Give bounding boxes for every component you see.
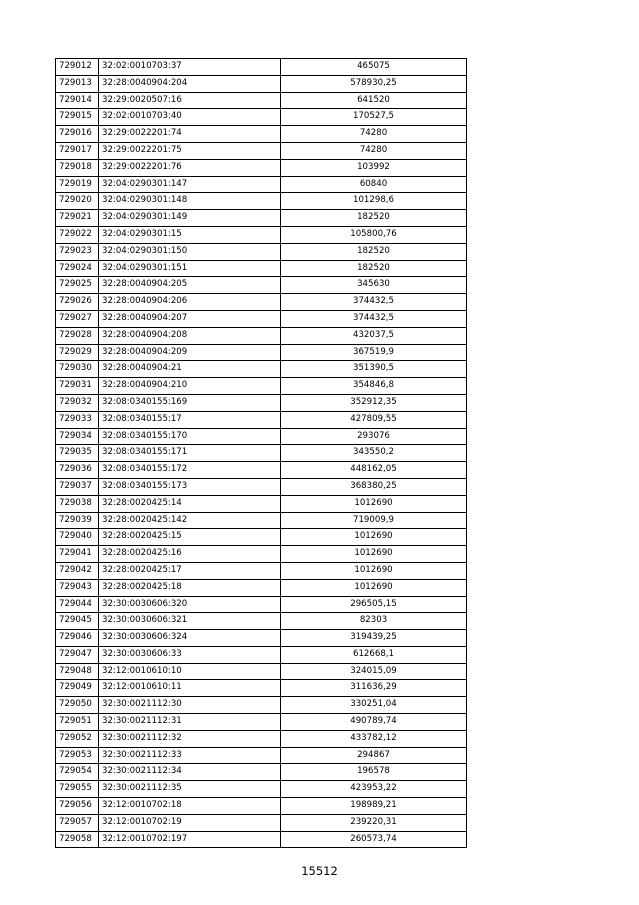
cadastral-number-cell: 32:28:0020425:14	[99, 495, 281, 512]
table-row	[56, 478, 467, 495]
row-id-cell: 729058	[56, 831, 99, 848]
table-row	[56, 462, 467, 479]
value-cell: 352912,35	[281, 394, 467, 411]
row-id-cell: 729019	[56, 176, 99, 193]
row-id-cell: 729032	[56, 394, 99, 411]
row-id-cell: 729033	[56, 411, 99, 428]
row-id-cell: 729030	[56, 361, 99, 378]
cadastral-value-table	[55, 58, 467, 848]
cadastral-number-cell: 32:29:0022201:74	[99, 126, 281, 143]
cadastral-number-cell: 32:12:0010702:197	[99, 831, 281, 848]
table-row	[56, 344, 467, 361]
row-id-cell: 729037	[56, 478, 99, 495]
table-row	[56, 260, 467, 277]
value-cell: 294867	[281, 747, 467, 764]
row-id-cell: 729016	[56, 126, 99, 143]
value-cell: 368380,25	[281, 478, 467, 495]
value-cell: 196578	[281, 764, 467, 781]
value-cell: 101298,6	[281, 193, 467, 210]
row-id-cell: 729031	[56, 378, 99, 395]
value-cell: 1012690	[281, 579, 467, 596]
value-cell: 324015,09	[281, 663, 467, 680]
cadastral-number-cell: 32:08:0340155:169	[99, 394, 281, 411]
cadastral-number-cell: 32:02:0010703:37	[99, 59, 281, 76]
cadastral-number-cell: 32:04:0290301:148	[99, 193, 281, 210]
value-cell: 1012690	[281, 529, 467, 546]
table-row	[56, 109, 467, 126]
row-id-cell: 729057	[56, 814, 99, 831]
row-id-cell: 729049	[56, 680, 99, 697]
value-cell: 612668,1	[281, 646, 467, 663]
table-row	[56, 294, 467, 311]
table-row	[56, 92, 467, 109]
row-id-cell: 729042	[56, 562, 99, 579]
row-id-cell: 729015	[56, 109, 99, 126]
table-row	[56, 277, 467, 294]
row-id-cell: 729055	[56, 781, 99, 798]
cadastral-number-cell: 32:02:0010703:40	[99, 109, 281, 126]
row-id-cell: 729046	[56, 630, 99, 647]
cadastral-number-cell: 32:30:0021112:34	[99, 764, 281, 781]
value-cell: 182520	[281, 210, 467, 227]
value-cell: 330251,04	[281, 697, 467, 714]
cadastral-number-cell: 32:04:0290301:147	[99, 176, 281, 193]
table-row	[56, 831, 467, 848]
table-row	[56, 747, 467, 764]
value-cell: 60840	[281, 176, 467, 193]
value-cell: 448162,05	[281, 462, 467, 479]
table-row	[56, 176, 467, 193]
cadastral-number-cell: 32:28:0040904:21	[99, 361, 281, 378]
value-cell: 260573,74	[281, 831, 467, 848]
table-row	[56, 210, 467, 227]
cadastral-number-cell: 32:29:0022201:75	[99, 142, 281, 159]
value-cell: 465075	[281, 59, 467, 76]
value-cell: 311636,29	[281, 680, 467, 697]
value-cell: 319439,25	[281, 630, 467, 647]
row-id-cell: 729054	[56, 764, 99, 781]
table-row	[56, 798, 467, 815]
value-cell: 433782,12	[281, 730, 467, 747]
value-cell: 170527,5	[281, 109, 467, 126]
cadastral-number-cell: 32:30:0030606:320	[99, 596, 281, 613]
cadastral-number-cell: 32:08:0340155:171	[99, 445, 281, 462]
cadastral-number-cell: 32:29:0020507:16	[99, 92, 281, 109]
row-id-cell: 729024	[56, 260, 99, 277]
table-row	[56, 445, 467, 462]
table-row	[56, 394, 467, 411]
table-row	[56, 546, 467, 563]
cadastral-number-cell: 32:28:0040904:206	[99, 294, 281, 311]
row-id-cell: 729034	[56, 428, 99, 445]
value-cell: 198989,21	[281, 798, 467, 815]
cadastral-number-cell: 32:28:0020425:17	[99, 562, 281, 579]
row-id-cell: 729052	[56, 730, 99, 747]
cadastral-number-cell: 32:12:0010702:18	[99, 798, 281, 815]
row-id-cell: 729036	[56, 462, 99, 479]
value-cell: 239220,31	[281, 814, 467, 831]
table-row	[56, 579, 467, 596]
cadastral-number-cell: 32:04:0290301:151	[99, 260, 281, 277]
value-cell: 182520	[281, 260, 467, 277]
cadastral-number-cell: 32:30:0021112:33	[99, 747, 281, 764]
table-row	[56, 512, 467, 529]
cadastral-number-cell: 32:08:0340155:172	[99, 462, 281, 479]
cadastral-number-cell: 32:28:0040904:207	[99, 310, 281, 327]
row-id-cell: 729027	[56, 310, 99, 327]
row-id-cell: 729035	[56, 445, 99, 462]
table-body	[56, 59, 467, 848]
cadastral-number-cell: 32:30:0021112:35	[99, 781, 281, 798]
table-row	[56, 781, 467, 798]
table-row	[56, 596, 467, 613]
cadastral-number-cell: 32:28:0020425:142	[99, 512, 281, 529]
value-cell: 490789,74	[281, 714, 467, 731]
table-row	[56, 764, 467, 781]
table-row	[56, 714, 467, 731]
value-cell: 423953,22	[281, 781, 467, 798]
value-cell: 74280	[281, 142, 467, 159]
table-row	[56, 646, 467, 663]
row-id-cell: 729025	[56, 277, 99, 294]
value-cell: 578930,25	[281, 75, 467, 92]
value-cell: 374432,5	[281, 310, 467, 327]
row-id-cell: 729020	[56, 193, 99, 210]
value-cell: 354846,8	[281, 378, 467, 395]
value-cell: 103992	[281, 159, 467, 176]
table-row	[56, 193, 467, 210]
row-id-cell: 729013	[56, 75, 99, 92]
table-row	[56, 663, 467, 680]
row-id-cell: 729053	[56, 747, 99, 764]
row-id-cell: 729012	[56, 59, 99, 76]
value-cell: 374432,5	[281, 294, 467, 311]
value-cell: 1012690	[281, 495, 467, 512]
row-id-cell: 729051	[56, 714, 99, 731]
row-id-cell: 729045	[56, 613, 99, 630]
value-cell: 432037,5	[281, 327, 467, 344]
table-row	[56, 697, 467, 714]
cadastral-number-cell: 32:30:0030606:321	[99, 613, 281, 630]
cadastral-number-cell: 32:28:0020425:16	[99, 546, 281, 563]
cadastral-number-cell: 32:28:0020425:18	[99, 579, 281, 596]
table-row	[56, 730, 467, 747]
cadastral-number-cell: 32:04:0290301:149	[99, 210, 281, 227]
value-cell: 182520	[281, 243, 467, 260]
cadastral-number-cell: 32:28:0040904:208	[99, 327, 281, 344]
row-id-cell: 729014	[56, 92, 99, 109]
value-cell: 74280	[281, 126, 467, 143]
cadastral-number-cell: 32:28:0020425:15	[99, 529, 281, 546]
table-row	[56, 159, 467, 176]
table-row	[56, 562, 467, 579]
cadastral-number-cell: 32:28:0040904:205	[99, 277, 281, 294]
cadastral-number-cell: 32:28:0040904:210	[99, 378, 281, 395]
row-id-cell: 729041	[56, 546, 99, 563]
table-row	[56, 126, 467, 143]
value-cell: 719009,9	[281, 512, 467, 529]
table-row	[56, 310, 467, 327]
row-id-cell: 729017	[56, 142, 99, 159]
table-row	[56, 142, 467, 159]
cadastral-number-cell: 32:12:0010610:10	[99, 663, 281, 680]
value-cell: 367519,9	[281, 344, 467, 361]
value-cell: 351390,5	[281, 361, 467, 378]
cadastral-number-cell: 32:28:0040904:209	[99, 344, 281, 361]
row-id-cell: 729043	[56, 579, 99, 596]
row-id-cell: 729021	[56, 210, 99, 227]
table-row	[56, 411, 467, 428]
row-id-cell: 729018	[56, 159, 99, 176]
value-cell: 1012690	[281, 562, 467, 579]
table-row	[56, 378, 467, 395]
table-row	[56, 529, 467, 546]
table-row	[56, 680, 467, 697]
value-cell: 82303	[281, 613, 467, 630]
cadastral-number-cell: 32:08:0340155:170	[99, 428, 281, 445]
table-row	[56, 428, 467, 445]
row-id-cell: 729048	[56, 663, 99, 680]
cadastral-number-cell: 32:04:0290301:150	[99, 243, 281, 260]
cadastral-number-cell: 32:04:0290301:15	[99, 226, 281, 243]
row-id-cell: 729038	[56, 495, 99, 512]
table-row	[56, 327, 467, 344]
row-id-cell: 729044	[56, 596, 99, 613]
page-number: 15512	[301, 864, 338, 878]
row-id-cell: 729028	[56, 327, 99, 344]
value-cell: 296505,15	[281, 596, 467, 613]
cadastral-number-cell: 32:08:0340155:17	[99, 411, 281, 428]
cadastral-number-cell: 32:30:0021112:31	[99, 714, 281, 731]
cadastral-number-cell: 32:12:0010610:11	[99, 680, 281, 697]
cadastral-number-cell: 32:30:0021112:30	[99, 697, 281, 714]
table-row	[56, 630, 467, 647]
table-row	[56, 613, 467, 630]
table-row	[56, 243, 467, 260]
value-cell: 1012690	[281, 546, 467, 563]
row-id-cell: 729029	[56, 344, 99, 361]
value-cell: 343550,2	[281, 445, 467, 462]
table-row	[56, 814, 467, 831]
table-row	[56, 226, 467, 243]
value-cell: 105800,76	[281, 226, 467, 243]
value-cell: 345630	[281, 277, 467, 294]
cadastral-number-cell: 32:28:0040904:204	[99, 75, 281, 92]
cadastral-number-cell: 32:30:0021112:32	[99, 730, 281, 747]
table-row	[56, 361, 467, 378]
row-id-cell: 729022	[56, 226, 99, 243]
cadastral-number-cell: 32:29:0022201:76	[99, 159, 281, 176]
cadastral-number-cell: 32:30:0030606:33	[99, 646, 281, 663]
value-cell: 641520	[281, 92, 467, 109]
table-row	[56, 495, 467, 512]
row-id-cell: 729039	[56, 512, 99, 529]
row-id-cell: 729040	[56, 529, 99, 546]
row-id-cell: 729047	[56, 646, 99, 663]
row-id-cell: 729056	[56, 798, 99, 815]
table-row	[56, 75, 467, 92]
value-cell: 293076	[281, 428, 467, 445]
row-id-cell: 729026	[56, 294, 99, 311]
value-cell: 427809,55	[281, 411, 467, 428]
cadastral-number-cell: 32:30:0030606:324	[99, 630, 281, 647]
cadastral-number-cell: 32:08:0340155:173	[99, 478, 281, 495]
row-id-cell: 729050	[56, 697, 99, 714]
row-id-cell: 729023	[56, 243, 99, 260]
table-row	[56, 59, 467, 76]
cadastral-number-cell: 32:12:0010702:19	[99, 814, 281, 831]
